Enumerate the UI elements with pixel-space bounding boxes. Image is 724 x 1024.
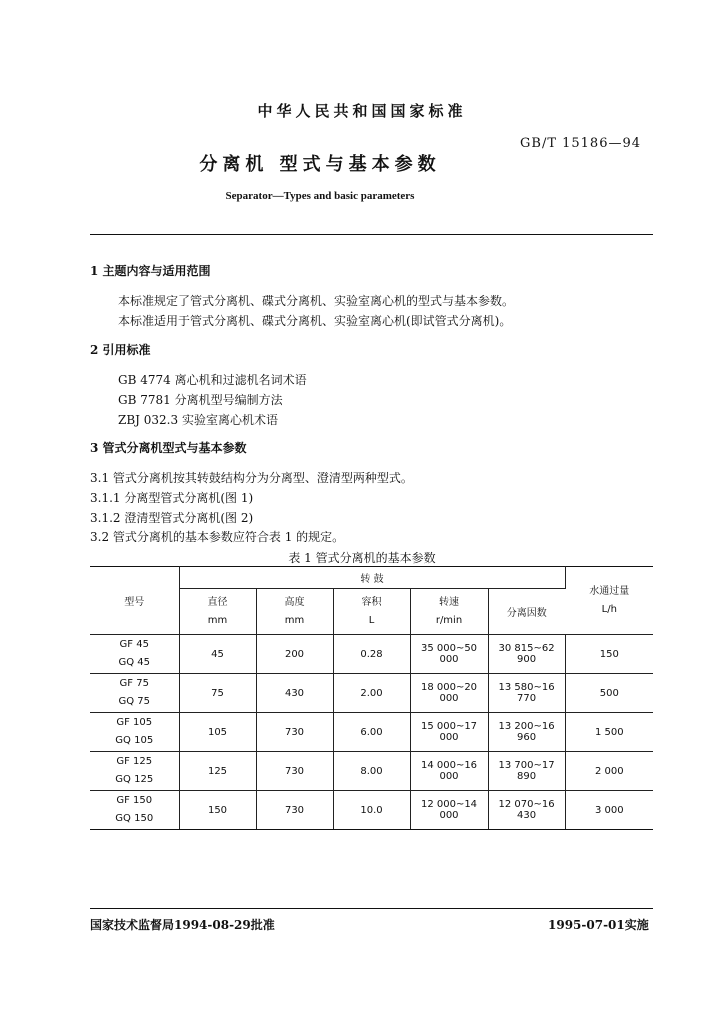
effective-date: 1995-07-01实施 xyxy=(548,918,649,932)
table-row xyxy=(90,674,653,713)
diameter-cell: 125 xyxy=(179,752,256,791)
standard-title: 中华人民共和国国家标准 xyxy=(257,102,467,120)
factor-cell: 13 580~16 770 xyxy=(488,674,565,713)
header-diameter: 直径 mm xyxy=(179,589,256,635)
clause-3-1-1: 3.1.1 分离型管式分离机(图 1) xyxy=(90,491,254,505)
speed-cell: 14 000~16 000 xyxy=(410,752,488,791)
flow-cell: 500 xyxy=(565,674,653,713)
factor-cell: 13 200~16 960 xyxy=(488,713,565,752)
model-cell: GF 105 GQ 105 xyxy=(90,713,179,752)
header-speed: 转速 r/min xyxy=(410,589,488,635)
speed-cell: 18 000~20 000 xyxy=(410,674,488,713)
model-cell: GF 125 GQ 125 xyxy=(90,752,179,791)
clause-3-1-2: 3.1.2 澄清型管式分离机(图 2) xyxy=(90,511,254,525)
header-divider xyxy=(90,234,653,235)
diameter-cell: 45 xyxy=(179,635,256,674)
table-row xyxy=(90,635,653,674)
height-cell: 200 xyxy=(256,635,333,674)
table-row xyxy=(90,713,653,752)
flow-cell: 2 000 xyxy=(565,752,653,791)
section-1-paragraph-2: 本标准适用于管式分离机、碟式分离机、实验室离心机(即试管式分离机)。 xyxy=(118,314,512,328)
header-model: 型号 xyxy=(90,567,179,635)
speed-cell: 35 000~50 000 xyxy=(410,635,488,674)
model-cell: GF 75 GQ 75 xyxy=(90,674,179,713)
clause-3-2: 3.2 管式分离机的基本参数应符合表 1 的规定。 xyxy=(90,530,345,544)
flow-cell: 150 xyxy=(565,635,653,674)
standard-code: GB/T 15186—94 xyxy=(520,136,642,151)
factor-cell: 30 815~62 900 xyxy=(488,635,565,674)
section-2-heading: 2 引用标准 xyxy=(90,343,151,357)
diameter-cell: 150 xyxy=(179,791,256,830)
height-cell: 430 xyxy=(256,674,333,713)
volume-cell: 10.0 xyxy=(333,791,410,830)
speed-cell: 15 000~17 000 xyxy=(410,713,488,752)
volume-cell: 6.00 xyxy=(333,713,410,752)
reference-item: ZBJ 032.3 实验室离心机术语 xyxy=(118,413,278,427)
english-title: Separator—Types and basic parameters xyxy=(225,190,415,202)
section-3-heading: 3 管式分离机型式与基本参数 xyxy=(90,441,247,455)
approval-note: 国家技术监督局1994-08-29批准 xyxy=(90,918,275,932)
section-1-heading: 1 主题内容与适用范围 xyxy=(90,264,211,278)
height-cell: 730 xyxy=(256,713,333,752)
flow-cell: 1 500 xyxy=(565,713,653,752)
table-caption: 表 1 管式分离机的基本参数 xyxy=(288,551,436,565)
header-drum: 转 鼓 xyxy=(179,567,565,589)
header-volume: 容积 L xyxy=(333,589,410,635)
footer-divider xyxy=(90,908,653,909)
section-1-paragraph-1: 本标准规定了管式分离机、碟式分离机、实验室离心机的型式与基本参数。 xyxy=(118,294,515,308)
reference-item: GB 7781 分离机型号编制方法 xyxy=(118,393,283,407)
volume-cell: 8.00 xyxy=(333,752,410,791)
speed-cell: 12 000~14 000 xyxy=(410,791,488,830)
clause-3-1: 3.1 管式分离机按其转鼓结构分为分离型、澄清型两种型式。 xyxy=(90,471,413,485)
height-cell: 730 xyxy=(256,791,333,830)
document-title: 分离机 型式与基本参数 xyxy=(199,154,441,175)
table-row xyxy=(90,791,653,830)
diameter-cell: 105 xyxy=(179,713,256,752)
header-factor: 分离因数 xyxy=(488,589,565,635)
factor-cell: 13 700~17 890 xyxy=(488,752,565,791)
volume-cell: 2.00 xyxy=(333,674,410,713)
reference-item: GB 4774 离心机和过滤机名词术语 xyxy=(118,373,307,387)
header-flow: 水通过量 L/h xyxy=(565,567,653,635)
model-cell: GF 150 GQ 150 xyxy=(90,791,179,830)
header-height: 高度 mm xyxy=(256,589,333,635)
factor-cell: 12 070~16 430 xyxy=(488,791,565,830)
parameters-table xyxy=(90,566,653,830)
table-row xyxy=(90,752,653,791)
height-cell: 730 xyxy=(256,752,333,791)
diameter-cell: 75 xyxy=(179,674,256,713)
model-cell: GF 45 GQ 45 xyxy=(90,635,179,674)
flow-cell: 3 000 xyxy=(565,791,653,830)
volume-cell: 0.28 xyxy=(333,635,410,674)
